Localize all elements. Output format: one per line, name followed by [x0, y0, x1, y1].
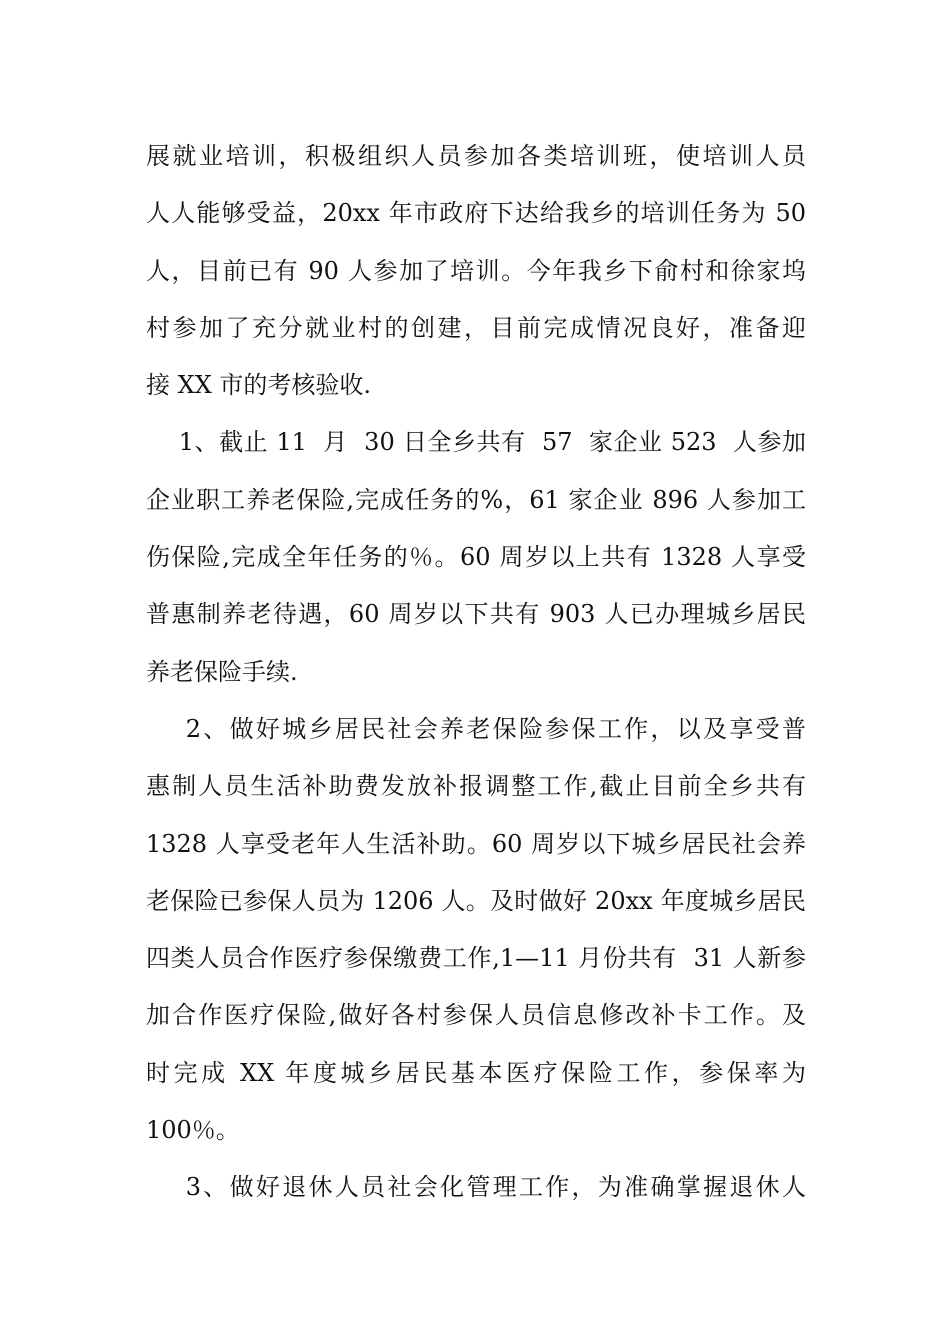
text-line: 普惠制养老待遇，60 周岁以下共有 903 人已办理城乡居民: [146, 600, 806, 629]
text-line: 加合作医疗保险,做好各村参保人员信息修改补卡工作。及: [146, 1001, 806, 1030]
text-line: 接 XX 市的考核验收.: [146, 371, 372, 400]
text-line: 养老保险手续.: [146, 657, 298, 686]
text-line: 100％。: [146, 1116, 240, 1145]
text-line: 企业职工养老保险,完成任务的%，61 家企业 896 人参加工: [146, 485, 806, 514]
document-body: [146, 128, 806, 1217]
text-line: 伤保险,完成全年任务的％。60 周岁以上共有 1328 人享受: [146, 543, 806, 572]
text-line: 人人能够受益，20xx 年市政府下达给我乡的培训任务为 50: [146, 199, 806, 228]
text-line: 四类人员合作医疗参保缴费工作,1—11 月份共有 31 人新参: [146, 944, 806, 973]
text-line: 时完成 XX 年度城乡居民基本医疗保险工作，参保率为: [146, 1058, 806, 1087]
text-line: 惠制人员生活补助费发放补报调整工作,截止目前全乡共有: [146, 772, 806, 801]
text-line: 1、截止 11 月 30 日全乡共有 57 家企业 523 人参加: [146, 428, 806, 457]
text-line: 老保险已参保人员为 1206 人。及时做好 20xx 年度城乡居民: [146, 886, 806, 915]
text-line: 3、做好退休人员社会化管理工作，为准确掌握退休人: [146, 1173, 806, 1202]
text-line: 1328 人享受老年人生活补助。60 周岁以下城乡居民社会养: [146, 829, 806, 858]
text-line: 村参加了充分就业村的创建，目前完成情况良好，准备迎: [146, 313, 806, 342]
text-line: 2、做好城乡居民社会养老保险参保工作，以及享受普: [146, 714, 806, 743]
text-line: 人，目前已有 90 人参加了培训。今年我乡下俞村和徐家坞: [146, 256, 806, 285]
text-line: 展就业培训，积极组织人员参加各类培训班，使培训人员: [146, 142, 806, 170]
